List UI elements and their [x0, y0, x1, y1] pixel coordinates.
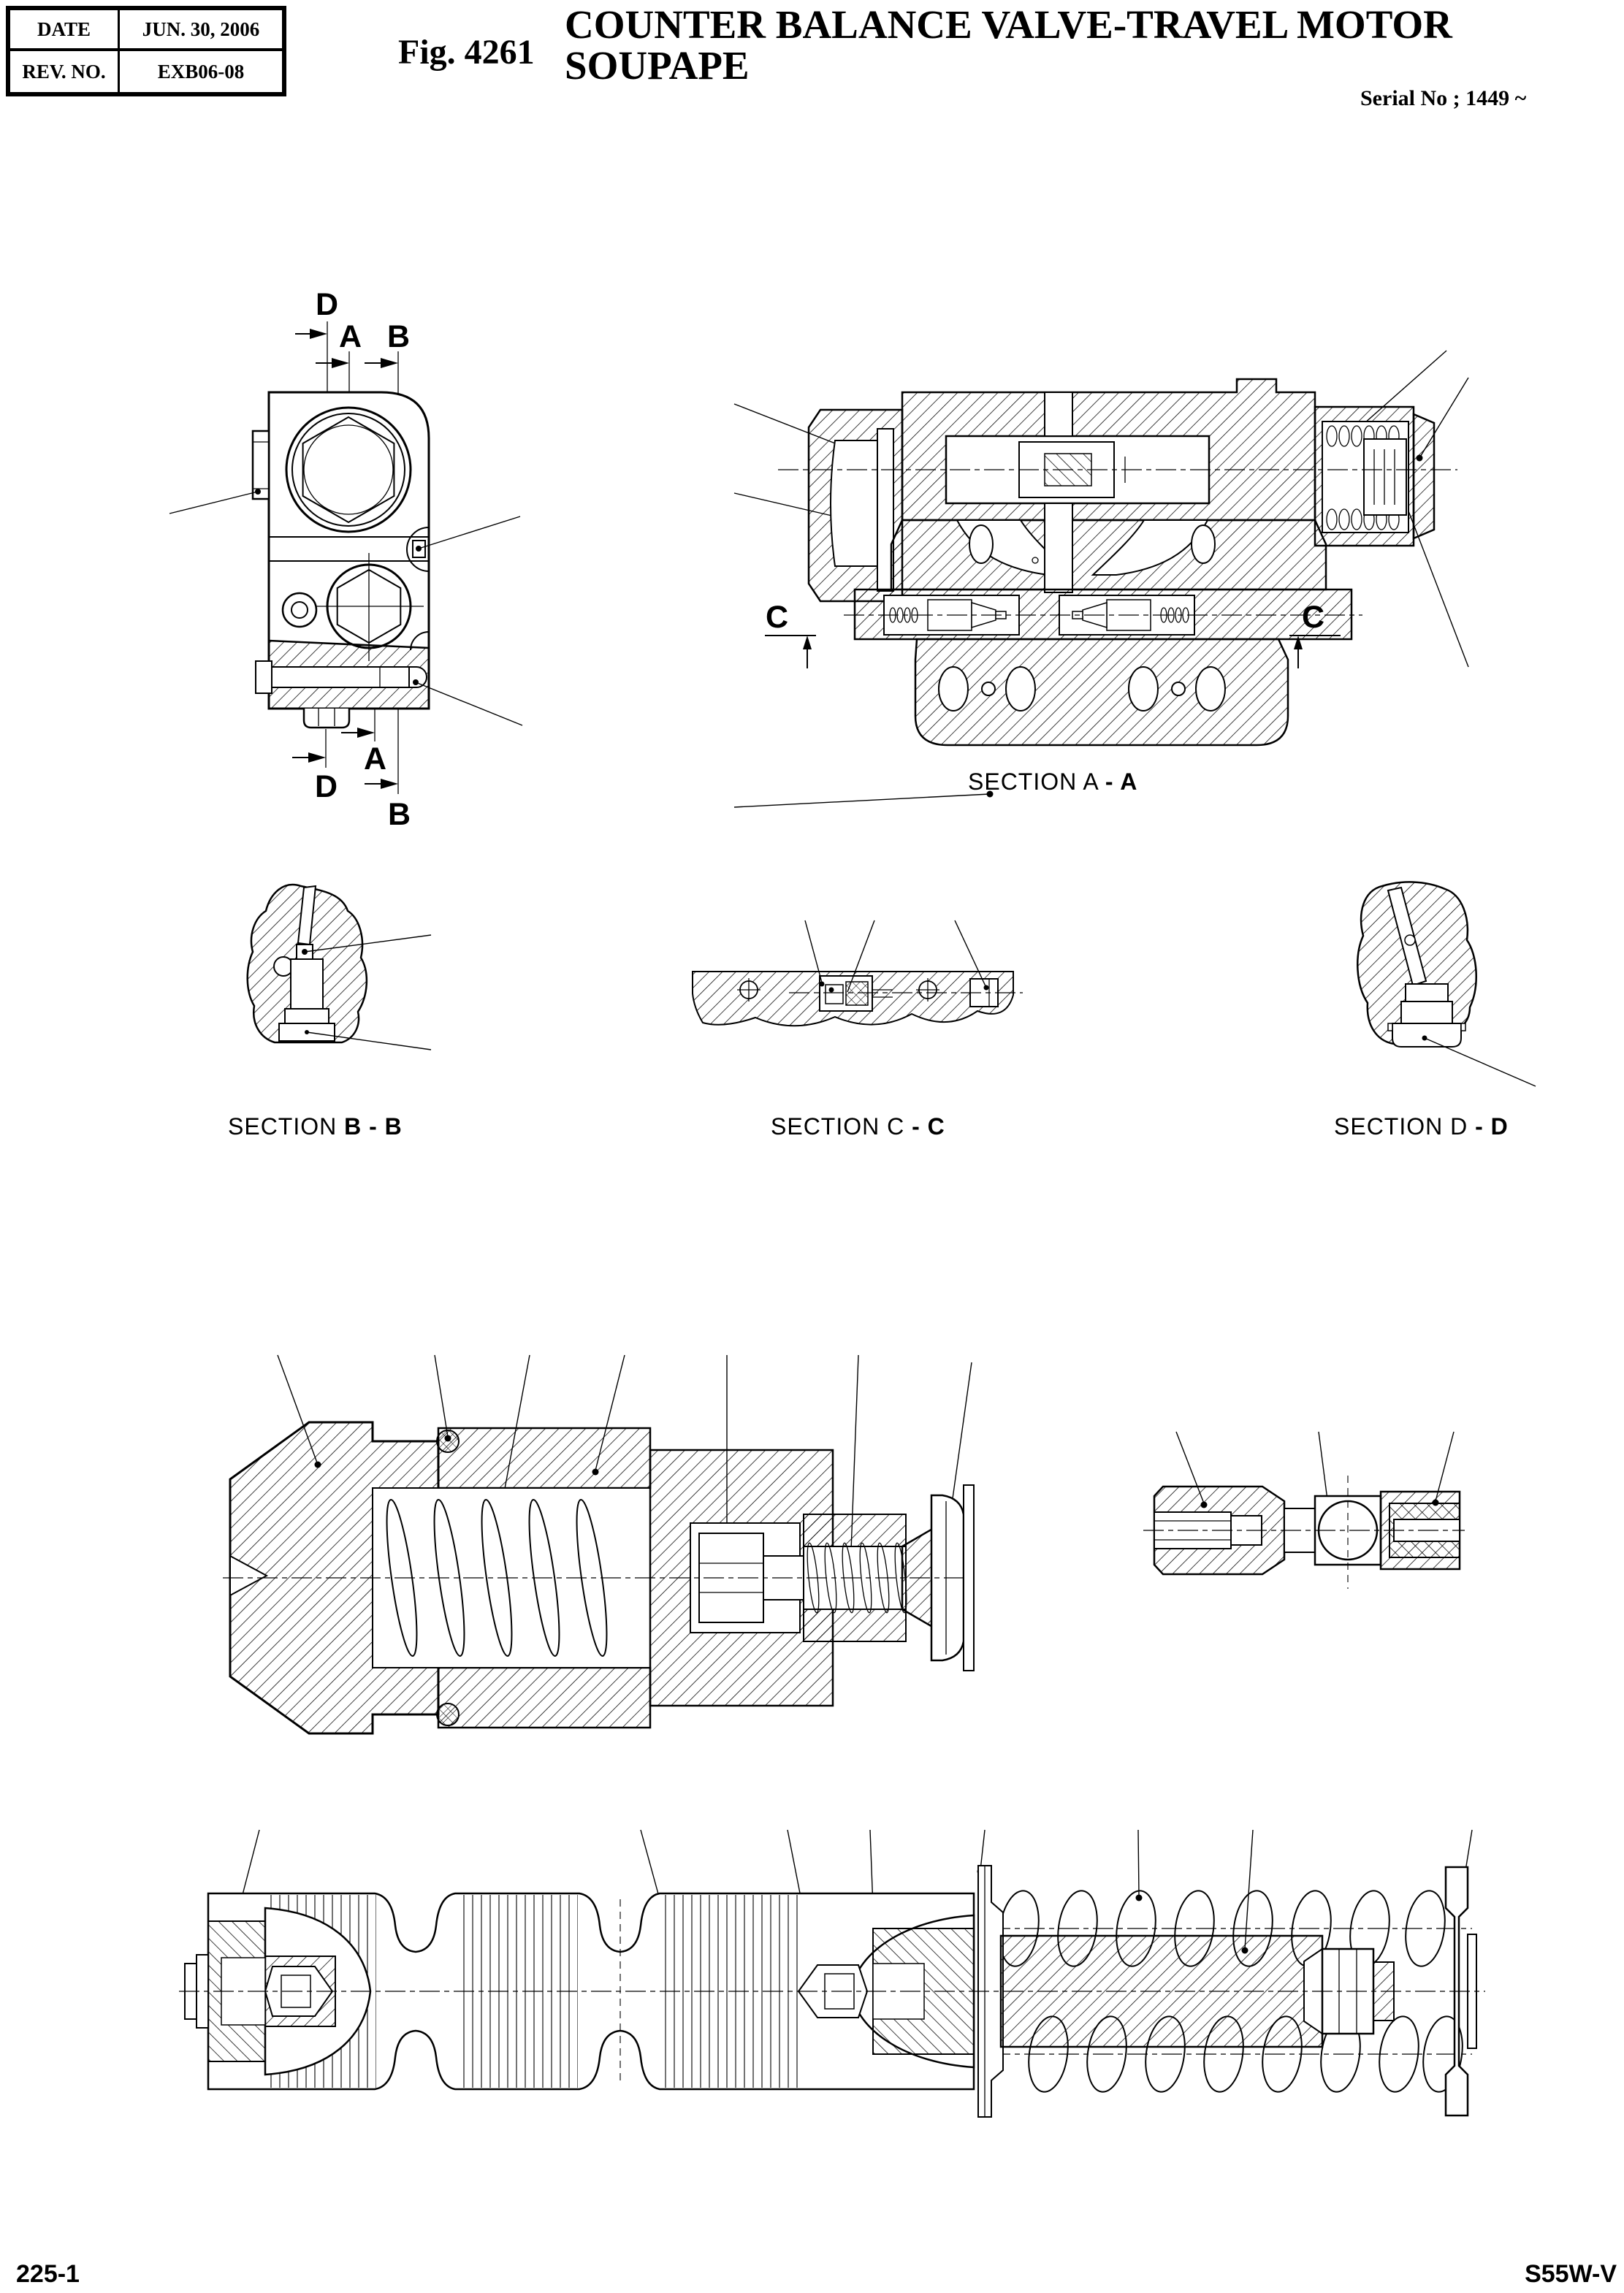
rev-value: EXB06-08: [157, 60, 245, 83]
section-dd-caption-bold: - D: [1475, 1113, 1509, 1140]
serial-number: Serial No ; 1449 ~: [1360, 86, 1527, 110]
page-number: 225-1: [16, 2260, 80, 2288]
section-c-marker-right: C: [1302, 600, 1325, 635]
check-fitting-drawing: [1140, 1432, 1468, 1611]
date-label: DATE: [10, 10, 120, 51]
spring-rod: [1001, 1936, 1394, 2047]
front-view-drawing: [161, 281, 526, 858]
model-code: S55W-V: [1525, 2260, 1617, 2288]
section-bb-caption: [228, 1113, 403, 1140]
date-value: JUN. 30, 2006: [120, 10, 282, 51]
section-b-marker-bottom: B: [388, 797, 411, 832]
revision-table: [6, 6, 286, 96]
section-b-marker-top: B: [387, 319, 411, 354]
page-title-line2: SOUPAPE: [565, 43, 750, 88]
section-aa-caption-plain: SECTION A: [968, 768, 1105, 795]
section-aa-caption: [968, 768, 1137, 796]
section-cc-caption-plain: SECTION C: [771, 1113, 912, 1140]
section-bb-caption-bold: B - B: [344, 1113, 403, 1140]
section-a-marker-bottom: A: [364, 741, 387, 777]
section-cc-caption-bold: - C: [912, 1113, 945, 1140]
page-title-line1: COUNTER BALANCE VALVE-TRAVEL MOTOR: [565, 2, 1452, 47]
section-dd-caption: [1334, 1113, 1509, 1140]
section-cc-caption: [771, 1113, 945, 1140]
section-a-marker-top: A: [339, 319, 362, 354]
rev-label: REV. NO.: [10, 51, 120, 92]
section-d-marker-top: D: [316, 287, 339, 322]
section-dd-drawing: [1330, 873, 1538, 1092]
section-bb-drawing: [219, 873, 453, 1056]
spool-assembly-drawing: [179, 1830, 1487, 2133]
section-c-marker-left: C: [766, 600, 789, 635]
section-cc-drawing: [679, 920, 1030, 1045]
section-dd-caption-plain: SECTION D: [1334, 1113, 1476, 1140]
section-bb-caption-plain: SECTION: [228, 1113, 345, 1140]
valve-body-front: [169, 392, 522, 728]
section-aa-drawing: [734, 347, 1472, 822]
section-aa-caption-bold: - A: [1105, 768, 1138, 795]
counterbalance-cartridge-drawing: [216, 1355, 975, 1793]
figure-number: Fig. 4261: [398, 33, 535, 72]
section-d-marker-bottom: D: [315, 769, 338, 804]
